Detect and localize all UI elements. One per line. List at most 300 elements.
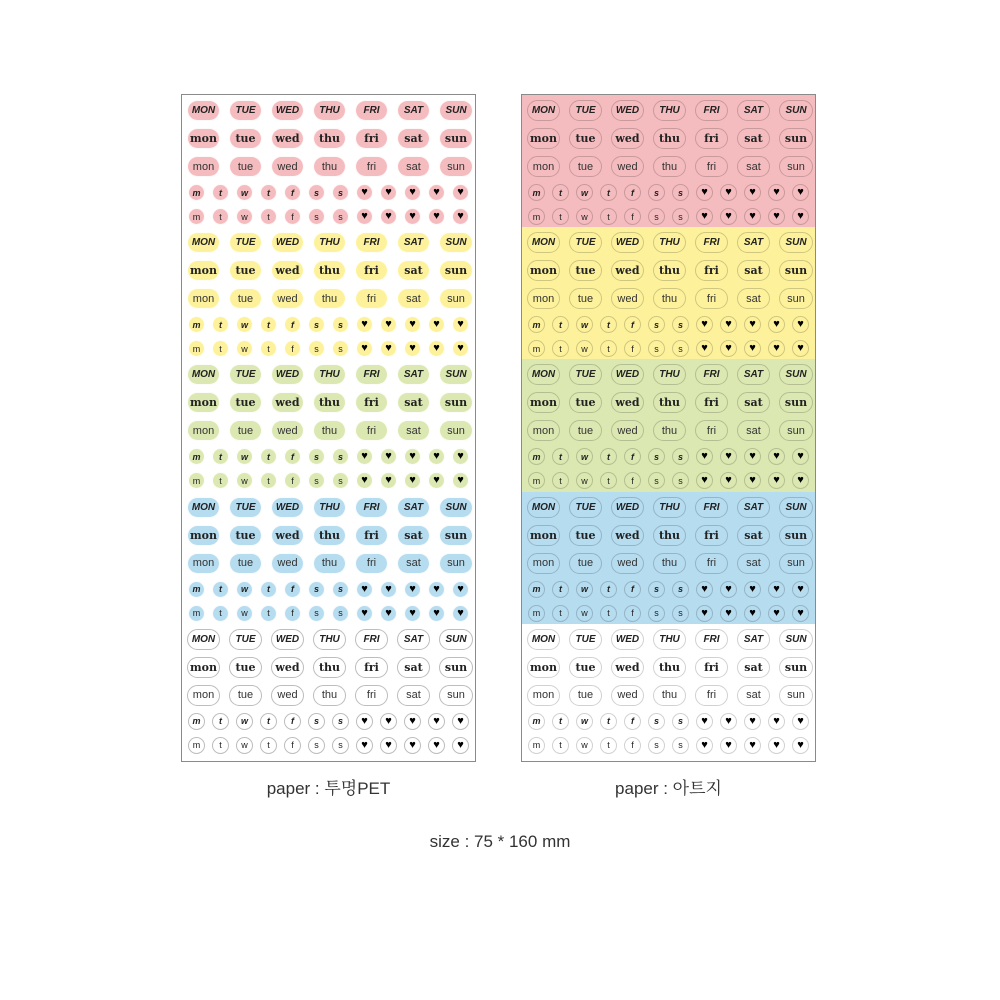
day-sticker: sun	[779, 525, 813, 546]
heart-sticker	[768, 184, 785, 201]
letter-sticker: s	[308, 713, 325, 730]
letter-sticker: m	[188, 605, 205, 622]
heart-sticker	[696, 472, 713, 489]
letter-sticker: t	[600, 713, 617, 730]
heart-icon: ♥	[725, 606, 732, 619]
day-sticker: fri	[355, 156, 388, 177]
letter-sticker: w	[236, 581, 253, 598]
heart-sticker	[428, 340, 445, 357]
day-sticker: sun	[779, 288, 813, 309]
letter-sticker: s	[332, 605, 349, 622]
heart-icon: ♥	[433, 714, 440, 727]
day-sticker: thu	[653, 657, 686, 678]
day-sticker: sat	[397, 420, 430, 441]
heart-icon: ♥	[409, 186, 416, 198]
letter-sticker: t	[212, 737, 229, 754]
heart-icon: ♥	[385, 714, 392, 727]
day-sticker: THU	[653, 629, 686, 650]
day-sticker: mon	[527, 420, 560, 441]
letter-sticker: m	[188, 340, 205, 357]
letter-sticker: s	[672, 208, 689, 225]
heart-sticker	[404, 340, 421, 357]
heart-sticker	[696, 737, 713, 754]
letter-sticker: s	[648, 472, 665, 489]
day-sticker: SUN	[779, 497, 813, 518]
heart-sticker	[356, 713, 373, 730]
day-sticker: MON	[187, 232, 220, 253]
letter-sticker: t	[260, 448, 277, 465]
day-sticker: mon	[527, 260, 560, 281]
day-sticker: FRI	[695, 364, 728, 385]
day-sticker: MON	[527, 232, 560, 253]
sticker-row-yellow-upper	[522, 232, 815, 256]
heart-sticker	[404, 184, 421, 201]
heart-icon: ♥	[773, 318, 780, 331]
letter-sticker: w	[576, 605, 593, 622]
day-sticker: SUN	[439, 232, 473, 253]
day-sticker: thu	[313, 392, 346, 413]
letter-sticker: t	[552, 472, 569, 489]
letter-sticker: m	[188, 448, 205, 465]
letter-sticker: t	[212, 472, 229, 489]
heart-sticker	[720, 184, 737, 201]
day-sticker: mon	[527, 685, 560, 706]
heart-sticker	[380, 472, 397, 489]
heart-sticker	[696, 581, 713, 598]
day-sticker: sat	[397, 392, 430, 413]
day-sticker: wed	[271, 685, 304, 706]
heart-icon: ♥	[361, 318, 368, 331]
heart-sticker	[380, 184, 397, 201]
letter-sticker: t	[260, 472, 277, 489]
day-sticker: wed	[611, 420, 644, 441]
heart-sticker	[380, 713, 397, 730]
heart-icon: ♥	[701, 738, 708, 751]
day-sticker: SAT	[737, 497, 770, 518]
heart-sticker	[428, 581, 445, 598]
day-sticker: fri	[355, 553, 388, 574]
heart-sticker	[380, 605, 397, 622]
letter-sticker: w	[236, 208, 253, 225]
day-sticker: mon	[527, 657, 560, 678]
day-sticker: SAT	[397, 100, 430, 121]
day-sticker: THU	[653, 497, 686, 518]
day-sticker: wed	[611, 553, 644, 574]
heart-icon: ♥	[797, 606, 804, 619]
letter-sticker: s	[308, 605, 325, 622]
letter-sticker: t	[260, 713, 277, 730]
heart-sticker	[792, 208, 809, 225]
letter-sticker: m	[528, 581, 545, 598]
day-sticker: wed	[271, 553, 304, 574]
letter-sticker: s	[308, 184, 325, 201]
day-sticker: fri	[355, 420, 388, 441]
day-sticker: sun	[439, 156, 473, 177]
sticker-row-yellow-light	[182, 288, 475, 312]
letter-sticker: t	[260, 737, 277, 754]
heart-icon: ♥	[457, 474, 464, 487]
heart-icon: ♥	[797, 210, 804, 222]
heart-icon: ♥	[749, 474, 756, 487]
heart-sticker	[768, 581, 785, 598]
caption-art-paper: paper : 아트지	[615, 779, 722, 798]
heart-sticker	[452, 448, 469, 465]
letter-sticker: t	[212, 316, 229, 333]
day-sticker: tue	[569, 657, 602, 678]
day-sticker: sun	[439, 553, 473, 574]
day-sticker: thu	[653, 156, 686, 177]
sticker-row-green-serif	[182, 392, 475, 416]
day-sticker: WED	[611, 364, 644, 385]
heart-sticker	[744, 472, 761, 489]
letter-sticker: t	[260, 184, 277, 201]
sticker-row-white-dots-plain	[182, 737, 475, 761]
sticker-row-white-dots-italic	[522, 713, 815, 737]
letter-sticker: f	[284, 316, 301, 333]
heart-icon: ♥	[409, 318, 416, 331]
letter-sticker: f	[624, 713, 641, 730]
day-sticker: MON	[187, 100, 220, 121]
day-sticker: tue	[229, 156, 262, 177]
letter-sticker: s	[672, 316, 689, 333]
day-sticker: wed	[271, 420, 304, 441]
day-sticker: mon	[527, 525, 560, 546]
letter-sticker: s	[308, 340, 325, 357]
heart-sticker	[428, 184, 445, 201]
heart-sticker	[356, 448, 373, 465]
letter-sticker: m	[528, 208, 545, 225]
letter-sticker: f	[284, 184, 301, 201]
letter-sticker: t	[552, 581, 569, 598]
day-sticker: TUE	[229, 497, 262, 518]
heart-sticker	[452, 316, 469, 333]
sticker-row-pink-upper	[182, 100, 475, 124]
letter-sticker: m	[188, 737, 205, 754]
sticker-row-pink-dots-italic	[522, 184, 815, 208]
sticker-row-green-light	[182, 420, 475, 444]
day-sticker: SAT	[737, 364, 770, 385]
day-sticker: sat	[737, 657, 770, 678]
letter-sticker: t	[260, 581, 277, 598]
heart-icon: ♥	[361, 450, 368, 463]
day-sticker: MON	[527, 497, 560, 518]
heart-sticker	[768, 713, 785, 730]
heart-sticker	[792, 581, 809, 598]
letter-sticker: t	[552, 184, 569, 201]
letter-sticker: s	[648, 340, 665, 357]
day-sticker: MON	[527, 100, 560, 121]
heart-sticker	[768, 737, 785, 754]
day-sticker: WED	[271, 364, 304, 385]
letter-sticker: t	[212, 448, 229, 465]
heart-icon: ♥	[773, 474, 780, 487]
heart-icon: ♥	[385, 186, 392, 198]
heart-icon: ♥	[773, 186, 780, 198]
day-sticker: TUE	[569, 232, 602, 253]
heart-icon: ♥	[725, 342, 732, 355]
sticker-row-blue-upper	[182, 497, 475, 521]
day-sticker: THU	[313, 629, 346, 650]
sticker-row-yellow-dots-italic	[182, 316, 475, 340]
day-sticker: mon	[187, 128, 220, 149]
heart-sticker	[356, 472, 373, 489]
day-sticker: sun	[439, 685, 473, 706]
letter-sticker: t	[600, 581, 617, 598]
day-sticker: tue	[229, 657, 262, 678]
letter-sticker: m	[528, 316, 545, 333]
letter-sticker: f	[284, 605, 301, 622]
heart-icon: ♥	[385, 582, 392, 595]
heart-icon: ♥	[773, 606, 780, 619]
day-sticker: fri	[355, 260, 388, 281]
heart-icon: ♥	[749, 186, 756, 198]
day-sticker: sat	[397, 260, 430, 281]
letter-sticker: s	[308, 448, 325, 465]
letter-sticker: s	[308, 208, 325, 225]
heart-icon: ♥	[797, 738, 804, 751]
day-sticker: thu	[313, 260, 346, 281]
sticker-row-pink-upper	[522, 100, 815, 124]
heart-sticker	[404, 737, 421, 754]
day-sticker: sun	[779, 685, 813, 706]
sticker-row-white-light	[522, 685, 815, 709]
heart-sticker	[356, 737, 373, 754]
letter-sticker: s	[308, 737, 325, 754]
heart-sticker	[744, 581, 761, 598]
heart-sticker	[768, 448, 785, 465]
heart-icon: ♥	[409, 210, 416, 222]
day-sticker: mon	[187, 685, 220, 706]
letter-sticker: w	[576, 340, 593, 357]
letter-sticker: s	[648, 448, 665, 465]
letter-sticker: t	[600, 448, 617, 465]
day-sticker: THU	[313, 100, 346, 121]
day-sticker: fri	[695, 420, 728, 441]
day-sticker: SAT	[737, 100, 770, 121]
letter-sticker: m	[528, 472, 545, 489]
heart-sticker	[768, 605, 785, 622]
day-sticker: sun	[439, 288, 473, 309]
day-sticker: SUN	[439, 629, 473, 650]
day-sticker: THU	[313, 232, 346, 253]
heart-sticker	[792, 316, 809, 333]
heart-icon: ♥	[457, 714, 464, 727]
heart-sticker	[428, 713, 445, 730]
heart-sticker	[452, 340, 469, 357]
heart-sticker	[452, 184, 469, 201]
sticker-row-green-light	[522, 420, 815, 444]
heart-icon: ♥	[701, 318, 708, 331]
day-sticker: tue	[569, 392, 602, 413]
heart-icon: ♥	[361, 186, 368, 198]
letter-sticker: t	[212, 208, 229, 225]
letter-sticker: f	[624, 472, 641, 489]
heart-sticker	[720, 472, 737, 489]
sticker-row-pink-light	[182, 156, 475, 180]
heart-sticker	[696, 713, 713, 730]
day-sticker: thu	[313, 657, 346, 678]
heart-icon: ♥	[457, 210, 464, 222]
day-sticker: FRI	[355, 629, 388, 650]
heart-sticker	[428, 737, 445, 754]
heart-icon: ♥	[457, 606, 464, 619]
day-sticker: thu	[313, 128, 346, 149]
heart-icon: ♥	[361, 738, 368, 751]
day-sticker: SUN	[779, 629, 813, 650]
day-sticker: sun	[779, 392, 813, 413]
heart-icon: ♥	[773, 342, 780, 355]
letter-sticker: t	[600, 340, 617, 357]
day-sticker: thu	[653, 128, 686, 149]
sticker-row-white-dots-italic	[182, 713, 475, 737]
sticker-row-yellow-upper	[182, 232, 475, 256]
letter-sticker: s	[648, 581, 665, 598]
day-sticker: sat	[397, 128, 430, 149]
sticker-row-yellow-dots-italic	[522, 316, 815, 340]
day-sticker: WED	[271, 497, 304, 518]
letter-sticker: t	[552, 340, 569, 357]
heart-icon: ♥	[749, 210, 756, 222]
caption-pet-paper: paper : 투명PET	[266, 779, 391, 798]
heart-sticker	[720, 713, 737, 730]
day-sticker: mon	[527, 288, 560, 309]
heart-icon: ♥	[409, 738, 416, 751]
day-sticker: sat	[397, 156, 430, 177]
letter-sticker: m	[188, 316, 205, 333]
heart-sticker	[452, 713, 469, 730]
heart-icon: ♥	[433, 318, 440, 331]
day-sticker: mon	[187, 525, 220, 546]
heart-sticker	[380, 581, 397, 598]
letter-sticker: w	[236, 184, 253, 201]
day-sticker: WED	[271, 629, 304, 650]
sticker-row-pink-dots-italic	[182, 184, 475, 208]
heart-sticker	[356, 316, 373, 333]
heart-icon: ♥	[797, 450, 804, 463]
day-sticker: MON	[527, 364, 560, 385]
heart-icon: ♥	[457, 318, 464, 331]
heart-sticker	[744, 605, 761, 622]
letter-sticker: s	[648, 737, 665, 754]
letter-sticker: s	[648, 184, 665, 201]
letter-sticker: t	[260, 208, 277, 225]
heart-sticker	[452, 208, 469, 225]
heart-sticker	[768, 472, 785, 489]
letter-sticker: w	[576, 184, 593, 201]
sticker-row-green-dots-italic	[522, 448, 815, 472]
day-sticker: wed	[271, 260, 304, 281]
day-sticker: mon	[187, 392, 220, 413]
day-sticker: SAT	[737, 629, 770, 650]
heart-icon: ♥	[773, 582, 780, 595]
heart-icon: ♥	[433, 582, 440, 595]
day-sticker: wed	[611, 156, 644, 177]
letter-sticker: t	[552, 208, 569, 225]
heart-icon: ♥	[773, 450, 780, 463]
sticker-row-blue-upper	[522, 497, 815, 521]
day-sticker: FRI	[695, 232, 728, 253]
heart-sticker	[696, 448, 713, 465]
letter-sticker: w	[576, 448, 593, 465]
day-sticker: wed	[271, 525, 304, 546]
heart-icon: ♥	[361, 714, 368, 727]
letter-sticker: f	[624, 448, 641, 465]
letter-sticker: t	[552, 713, 569, 730]
day-sticker: mon	[187, 288, 220, 309]
size-label: size : 75 * 160 mm	[429, 832, 571, 851]
letter-sticker: s	[672, 448, 689, 465]
letter-sticker: s	[648, 316, 665, 333]
heart-sticker	[744, 448, 761, 465]
heart-icon: ♥	[385, 318, 392, 331]
letter-sticker: f	[624, 581, 641, 598]
sticker-row-white-upper	[522, 629, 815, 653]
letter-sticker: w	[236, 316, 253, 333]
letter-sticker: w	[576, 208, 593, 225]
letter-sticker: m	[188, 581, 205, 598]
day-sticker: TUE	[229, 100, 262, 121]
heart-icon: ♥	[385, 342, 392, 355]
heart-icon: ♥	[749, 606, 756, 619]
letter-sticker: w	[576, 316, 593, 333]
letter-sticker: f	[624, 208, 641, 225]
letter-sticker: m	[528, 737, 545, 754]
letter-sticker: t	[552, 448, 569, 465]
letter-sticker: s	[332, 581, 349, 598]
heart-icon: ♥	[749, 450, 756, 463]
sticker-row-green-dots-plain	[182, 472, 475, 496]
day-sticker: thu	[313, 288, 346, 309]
heart-sticker	[744, 713, 761, 730]
day-sticker: tue	[569, 128, 602, 149]
heart-icon: ♥	[385, 738, 392, 751]
heart-icon: ♥	[725, 582, 732, 595]
day-sticker: thu	[313, 156, 346, 177]
heart-icon: ♥	[701, 474, 708, 487]
heart-icon: ♥	[433, 738, 440, 751]
heart-icon: ♥	[433, 474, 440, 487]
heart-icon: ♥	[797, 582, 804, 595]
day-sticker: mon	[187, 260, 220, 281]
heart-icon: ♥	[457, 342, 464, 355]
sticker-row-blue-light	[522, 553, 815, 577]
day-sticker: wed	[611, 685, 644, 706]
day-sticker: FRI	[695, 497, 728, 518]
day-sticker: fri	[355, 288, 388, 309]
letter-sticker: t	[600, 472, 617, 489]
day-sticker: THU	[653, 100, 686, 121]
heart-icon: ♥	[749, 714, 756, 727]
heart-sticker	[768, 340, 785, 357]
day-sticker: SAT	[397, 364, 430, 385]
heart-sticker	[792, 713, 809, 730]
heart-sticker	[792, 737, 809, 754]
heart-sticker	[696, 340, 713, 357]
day-sticker: TUE	[569, 629, 602, 650]
letter-sticker: m	[188, 472, 205, 489]
sticker-row-blue-dots-plain	[522, 605, 815, 629]
sticker-row-white-upper	[182, 629, 475, 653]
day-sticker: TUE	[569, 364, 602, 385]
day-sticker: thu	[653, 525, 686, 546]
sticker-row-blue-light	[182, 553, 475, 577]
day-sticker: mon	[527, 156, 560, 177]
day-sticker: tue	[229, 525, 262, 546]
day-sticker: wed	[271, 657, 304, 678]
heart-icon: ♥	[385, 450, 392, 463]
sticker-row-white-light	[182, 685, 475, 709]
letter-sticker: f	[624, 605, 641, 622]
